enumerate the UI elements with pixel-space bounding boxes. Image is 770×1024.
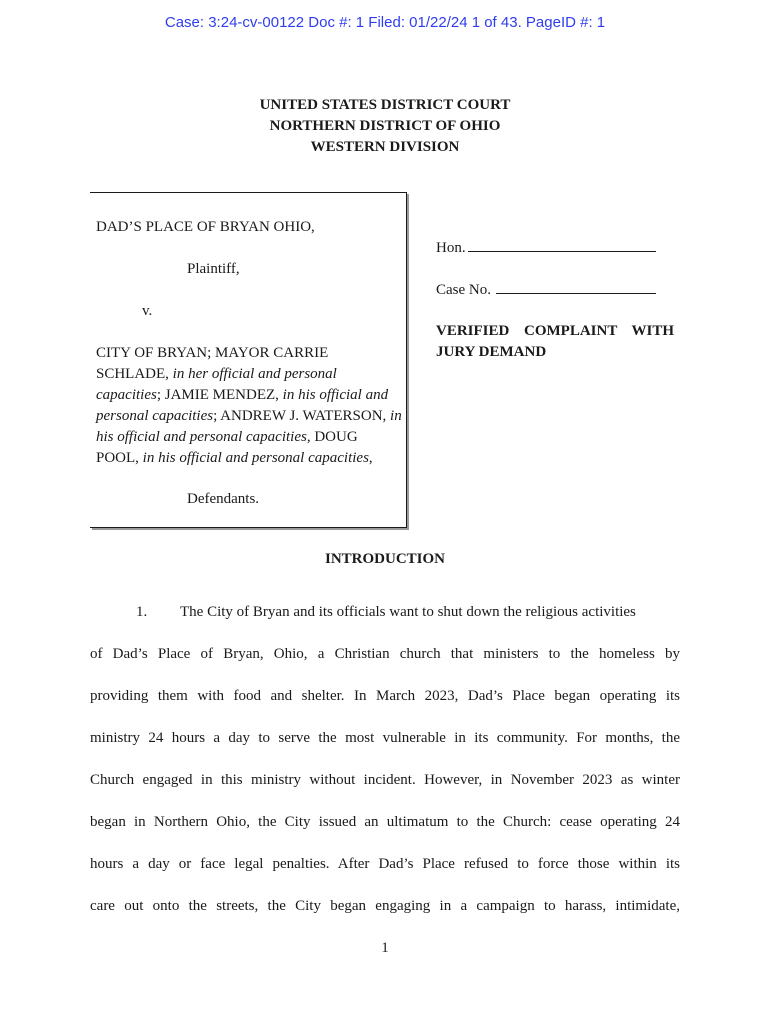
case-number-label: Case No. [436,282,491,298]
paragraph-line: Church engaged in this ministry without incident. However, in November 2023 as winter [90,772,680,788]
defendant-1-capacity: in her official and personal capacities [96,366,337,403]
defendant-4-capacity: in his official and personal capacities [142,450,369,466]
ecf-header-stamp: Case: 3:24-cv-00122 Doc #: 1 Filed: 01/22/24 1 of 43. PageID #: 1 [164,14,606,31]
paragraph-line: care out onto the streets, the City began engaging in a campaign to harass, intimidate, [90,898,680,914]
document-title: VERIFIED COMPLAINT WITH JURY DEMAND [436,323,674,360]
defendants-list-end: , [368,450,373,466]
paragraph-line: providing them with food and shelter. In March 2023, Dad’s Place began operating its [90,688,680,704]
paragraph-line: 1. The City of Bryan and its officials want to shut down the religious activities [90,591,680,633]
paragraph-number: 1. [136,604,148,620]
paragraph-line: ministry 24 hours a day to serve the most vulnerable in its community. For months, the [90,730,680,746]
defendant-3-name: ; ANDREW J. WATERSON, [213,408,387,424]
defendant-2-name: ; JAMIE MENDEZ, [156,387,279,403]
court-division: WESTERN DIVISION [310,139,460,155]
defendant-3-capacity: in his official and personal capacities [96,408,402,445]
versus-label: v. [142,303,153,319]
judge-blank-line [468,237,656,252]
defendant-2-capacity: in his official and personal capacities [96,387,389,424]
case-caption-box [90,192,407,528]
court-heading [0,95,770,158]
defendant-4-name: , DOUG POOL, [96,429,358,466]
court-district: NORTHERN DISTRICT OF OHIO [269,118,501,134]
judge-field [436,237,656,259]
paragraph-line: began in Northern Ohio, the City issued an ultimatum to the Church: cease operating 24 [90,814,680,830]
paragraph-line: of Dad’s Place of Bryan, Ohio, a Christian church that ministers to the homeless by [90,646,680,662]
court-name: UNITED STATES DISTRICT COURT [259,97,511,113]
defendant-1-name: CITY OF BRYAN; MAYOR CARRIE SCHLADE, [96,345,329,382]
page-number: 1 [381,940,389,956]
paragraph-1 [90,591,680,927]
judge-label: Hon. [436,240,466,256]
case-number-field [436,279,656,301]
defendants-label: Defendants. [187,491,260,507]
section-heading-introduction: INTRODUCTION [324,551,445,567]
plaintiff-name: DAD’S PLACE OF BRYAN OHIO, [96,219,315,235]
plaintiff-label: Plaintiff, [187,261,240,277]
case-number-blank-line [496,279,656,294]
paragraph-line: hours a day or face legal penalties. After Dad’s Place refused to force those within its [90,856,680,872]
defendants-list [96,343,402,469]
